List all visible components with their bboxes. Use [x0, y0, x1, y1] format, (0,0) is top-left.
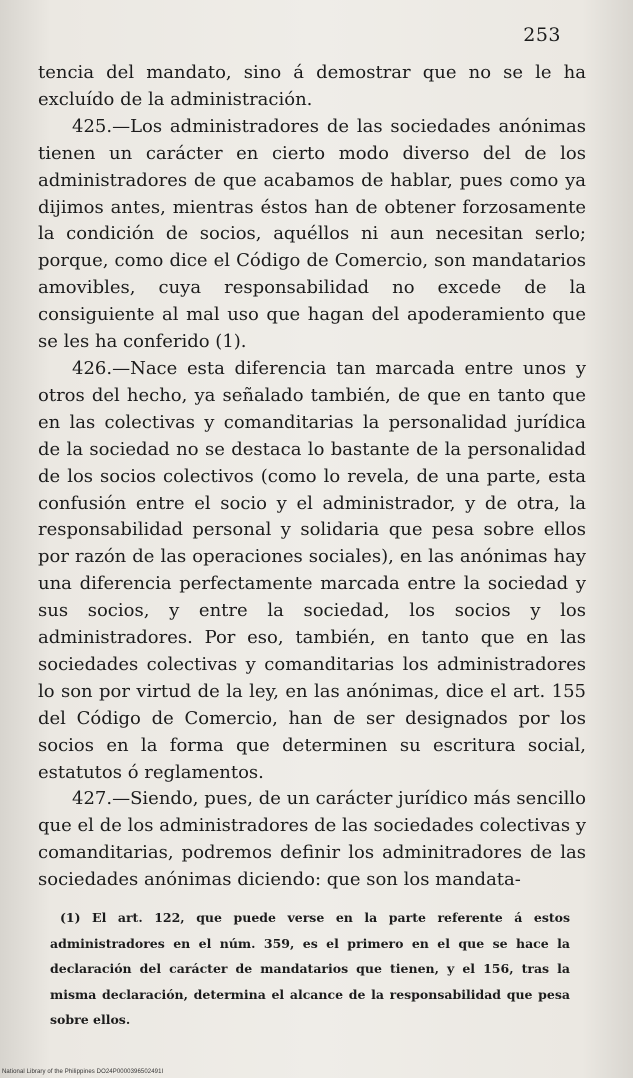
footnote-text: (1) El art. 122, que puede verse en la parte referente á estos administradores en el núm. 359, es el primero en el que se hace la declaración del carácter de mandatarios que tienen, y el 156, tras la misma declaración, determina el alcance de la responsabilidad que pesa sobre ellos.: [50, 910, 570, 1027]
body-text: [38, 60, 586, 894]
paragraph-continuation: tencia del mandato, sino á demostrar que no se le ha excluído de la administración.: [38, 62, 586, 110]
page-number: 253: [523, 24, 561, 46]
footnote: [50, 905, 570, 1033]
paragraph-427: 427.—Siendo, pues, de un carácter jurídico más sencillo que el de los administradores de las sociedades colectivas y comanditarias, podremos definir los adminitradores de las sociedades anónimas diciendo: que son los mandata-: [38, 788, 586, 891]
paragraph-425: 425.—Los administradores de las sociedades anónimas tienen un carácter en cierto modo diverso del de los administradores de que acabamos de hablar, pues como ya dijimos antes, mientras éstos han de obtener forzosamente la condición de socios, aquéllos ni aun necesitan serlo; porque, como dice el Código de Comercio, son mandatarios amovibles, cuya responsabilidad no excede de la consiguiente al mal uso que hagan del apoderamiento que se les ha conferido (1).: [38, 115, 586, 353]
library-stamp: National Library of the Philippines DO24P0000396502491I: [2, 1069, 164, 1075]
paragraph-426: 426.—Nace esta diferencia tan marcada entre unos y otros del hecho, ya señalado también, de que en tanto que en las colectivas y comanditarias la personalidad jurídica de la sociedad no se destaca lo bastante de la personalidad de los socios colectivos (como lo revela, de una parte, esta confusión entre el socio y el administrador, y de otra, la responsabilidad personal y solidaria que pesa sobre ellos por razón de las operaciones sociales), en las anónimas hay una diferencia perfectamente marcada entre la sociedad y sus socios, y entre la sociedad, los socios y los administradores. Por eso, también, en tanto que en las sociedades colectivas y comanditarias los administradores lo son por virtud de la ley, en las anónimas, dice el art. 155 del Código de Comercio, han de ser designados por los socios en la forma que determinen su escritura social, estatutos ó reglamentos.: [38, 357, 586, 783]
